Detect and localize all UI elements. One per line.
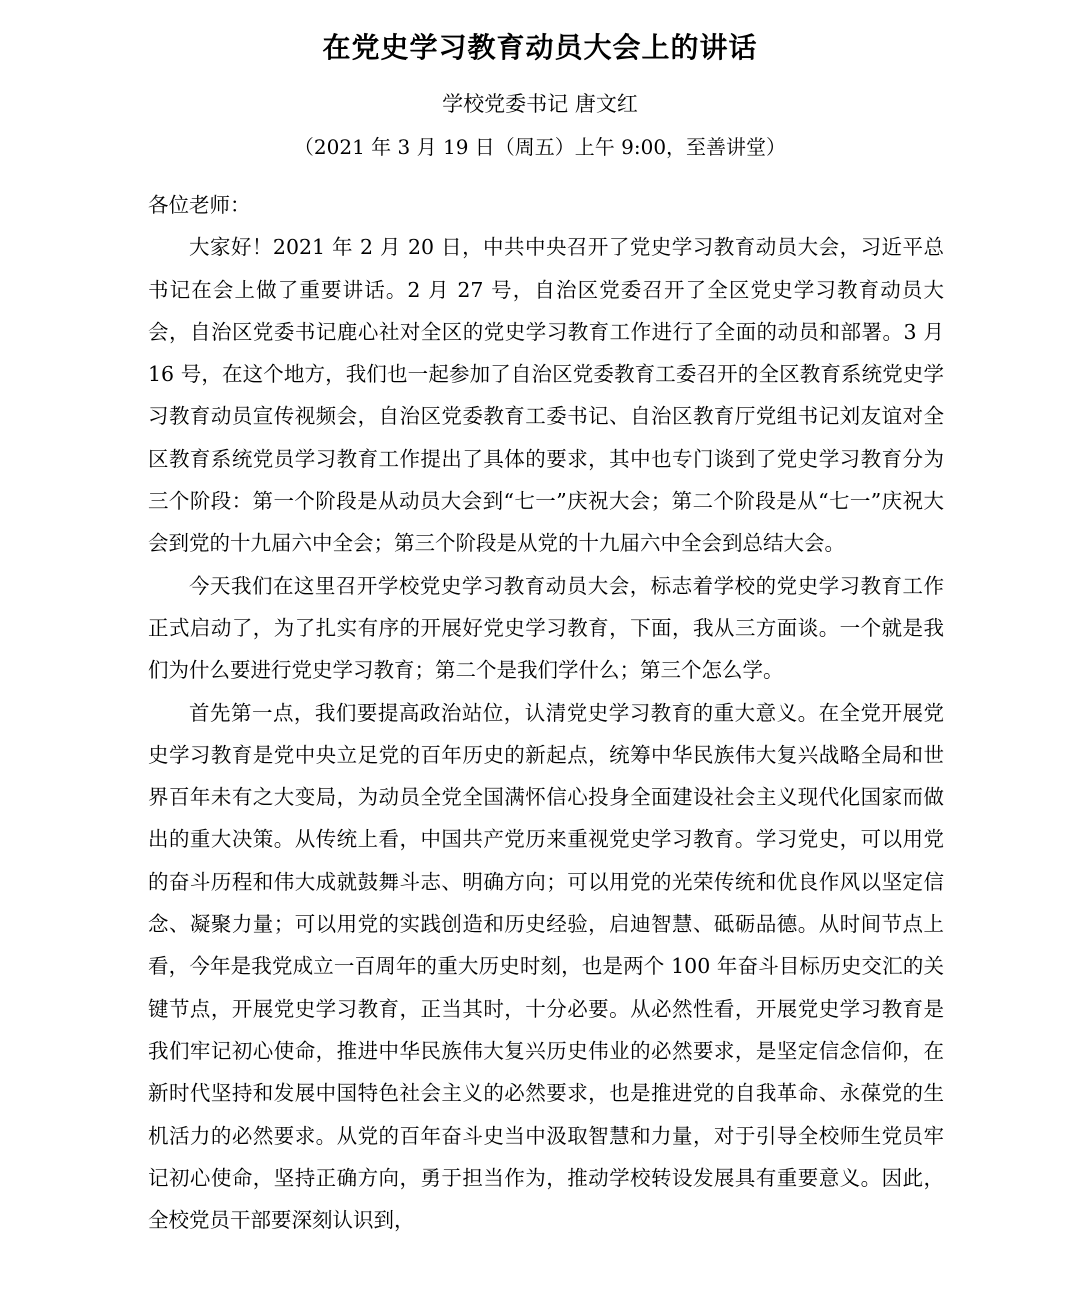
salutation: 各位老师：	[148, 193, 251, 217]
document-title: 在党史学习教育动员大会上的讲话	[322, 31, 758, 64]
document-body	[148, 184, 944, 1241]
paragraph-2: 今天我们在这里召开学校党史学习教育动员大会，标志着学校的党史学习教育工作正式启动了，为了扎实有序的开展好党史学习教育，下面，我从三方面谈。一个就是我们为什么要进行党史学习教育；第二个是我们学什么；第三个怎么学。	[148, 573, 944, 683]
paragraph-1: 大家好！2021 年 2 月 20 日，中共中央召开了党史学习教育动员大会，习近平总书记在会上做了重要讲话。2 月 27 号，自治区党委召开了全区党史学习教育动员大会，自治区党委书记鹿心社对全区的党史学习教育工作进行了全面的动员和部署。3 月 16 号，在这个地方，我们也一起参加了自治区党委教育工委召开的全区教育系统党史学习教育动员宣传视频会，自治区党委教育工委书记、自治区教育厅党组书记刘友谊对全区教育系统党员学习教育工作提出了具体的要求，其中也专门谈到了党史学习教育分为三个阶段：第一个阶段是从动员大会到“七一”庆祝大会；第二个阶段是从“七一”庆祝大会到党的十九届六中全会；第三个阶段是从党的十九届六中全会到总结大会。	[148, 235, 944, 556]
document-author: 学校党委书记 唐文红	[442, 92, 638, 116]
paragraph-3: 首先第一点，我们要提高政治站位，认清党史学习教育的重大意义。在全党开展党史学习教育是党中央立足党的百年历史的新起点，统筹中华民族伟大复兴战略全局和世界百年未有之大变局，为动员全党全国满怀信心投身全面建设社会主义现代化国家而做出的重大决策。从传统上看，中国共产党历来重视党史学习教育。学习党史，可以用党的奋斗历程和伟大成就鼓舞斗志、明确方向；可以用党的光荣传统和优良作风以坚定信念、凝聚力量；可以用党的实践创造和历史经验，启迪智慧、砥砺品德。从时间节点上看，今年是我党成立一百周年的重大历史时刻，也是两个 100 年奋斗目标历史交汇的关键节点，开展党史学习教育，正当其时，十分必要。从必然性看，开展党史学习教育是我们牢记初心使命，推进中华民族伟大复兴历史伟业的必然要求，是坚定信念信仰，在新时代坚持和发展中国特色社会主义的必然要求，也是推进党的自我革命、永葆党的生机活力的必然要求。从党的百年奋斗史当中汲取智慧和力量，对于引导全校师生党员牢记初心使命，坚持正确方向，勇于担当作为，推动学校转设发展具有重要意义。因此，全校党员干部要深刻认识到，	[148, 700, 944, 1233]
document-meta: （2021 年 3 月 19 日（周五）上午 9:00，至善讲堂）	[293, 135, 787, 159]
